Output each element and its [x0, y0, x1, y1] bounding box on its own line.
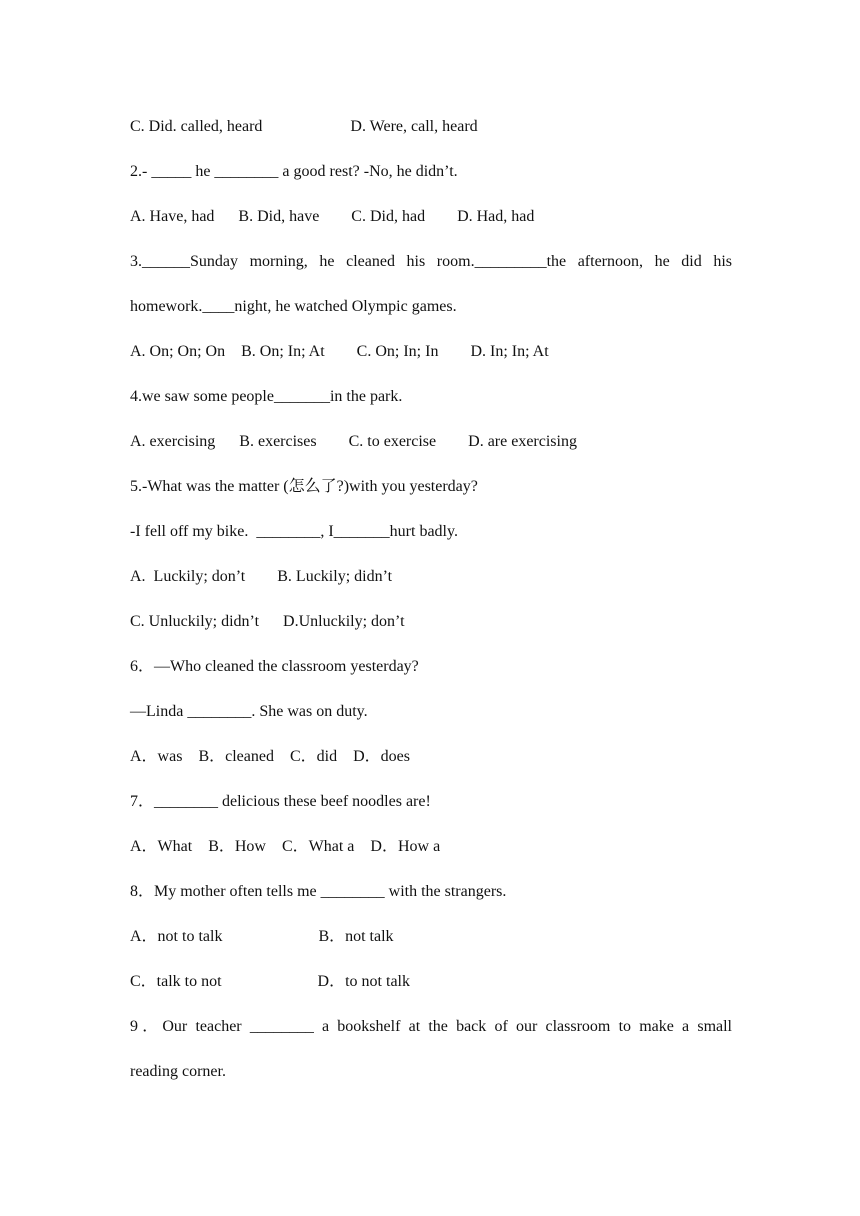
q3-question-line2: homework.____night, he watched Olympic games.	[130, 298, 457, 315]
q5-question: 5.-What was the matter (怎么了?)with you yesterday?	[130, 478, 478, 495]
q6-options: A．was B．cleaned C．did D．does	[130, 748, 410, 765]
q9-question-line2: reading corner.	[130, 1063, 226, 1080]
q8-options-ab: A．not to talk B．not talk	[130, 928, 394, 945]
q2-options: A. Have, had B. Did, have C. Did, had D. Had, had	[130, 208, 535, 225]
q5-answer-line: -I fell off my bike. ________, I_______hurt badly.	[130, 523, 458, 540]
q4-question: 4.we saw some people_______in the park.	[130, 388, 403, 405]
q6-answer-line: —Linda ________. She was on duty.	[130, 703, 368, 720]
q5-options-cd: C. Unluckily; didn’t D.Unluckily; don’t	[130, 613, 405, 630]
q8-question: 8．My mother often tells me ________ with the strangers.	[130, 883, 507, 900]
q1-options-cd: C. Did. called, heard D. Were, call, heard	[130, 118, 478, 135]
q3-options: A. On; On; On B. On; In; At C. On; In; In D. In; In; At	[130, 343, 549, 360]
q7-options: A．What B．How C．What a D．How a	[130, 838, 441, 855]
q7-question: 7．________ delicious these beef noodles are!	[130, 793, 431, 810]
q8-options-cd: C．talk to not D．to not talk	[130, 973, 410, 990]
q6-question: 6．—Who cleaned the classroom yesterday?	[130, 658, 419, 675]
q3-question-line1: 3.______Sunday morning, he cleaned his room._________the afternoon, he did his	[130, 253, 732, 270]
q5-options-ab: A. Luckily; don’t B. Luckily; didn’t	[130, 568, 393, 585]
q4-options: A. exercising B. exercises C. to exercise D. are exercising	[130, 433, 577, 450]
q9-question-line1: 9．Our teacher ________ a bookshelf at the back of our classroom to make a small	[130, 1018, 732, 1035]
q2-question: 2.- _____ he ________ a good rest? -No, he didn’t.	[130, 163, 458, 180]
